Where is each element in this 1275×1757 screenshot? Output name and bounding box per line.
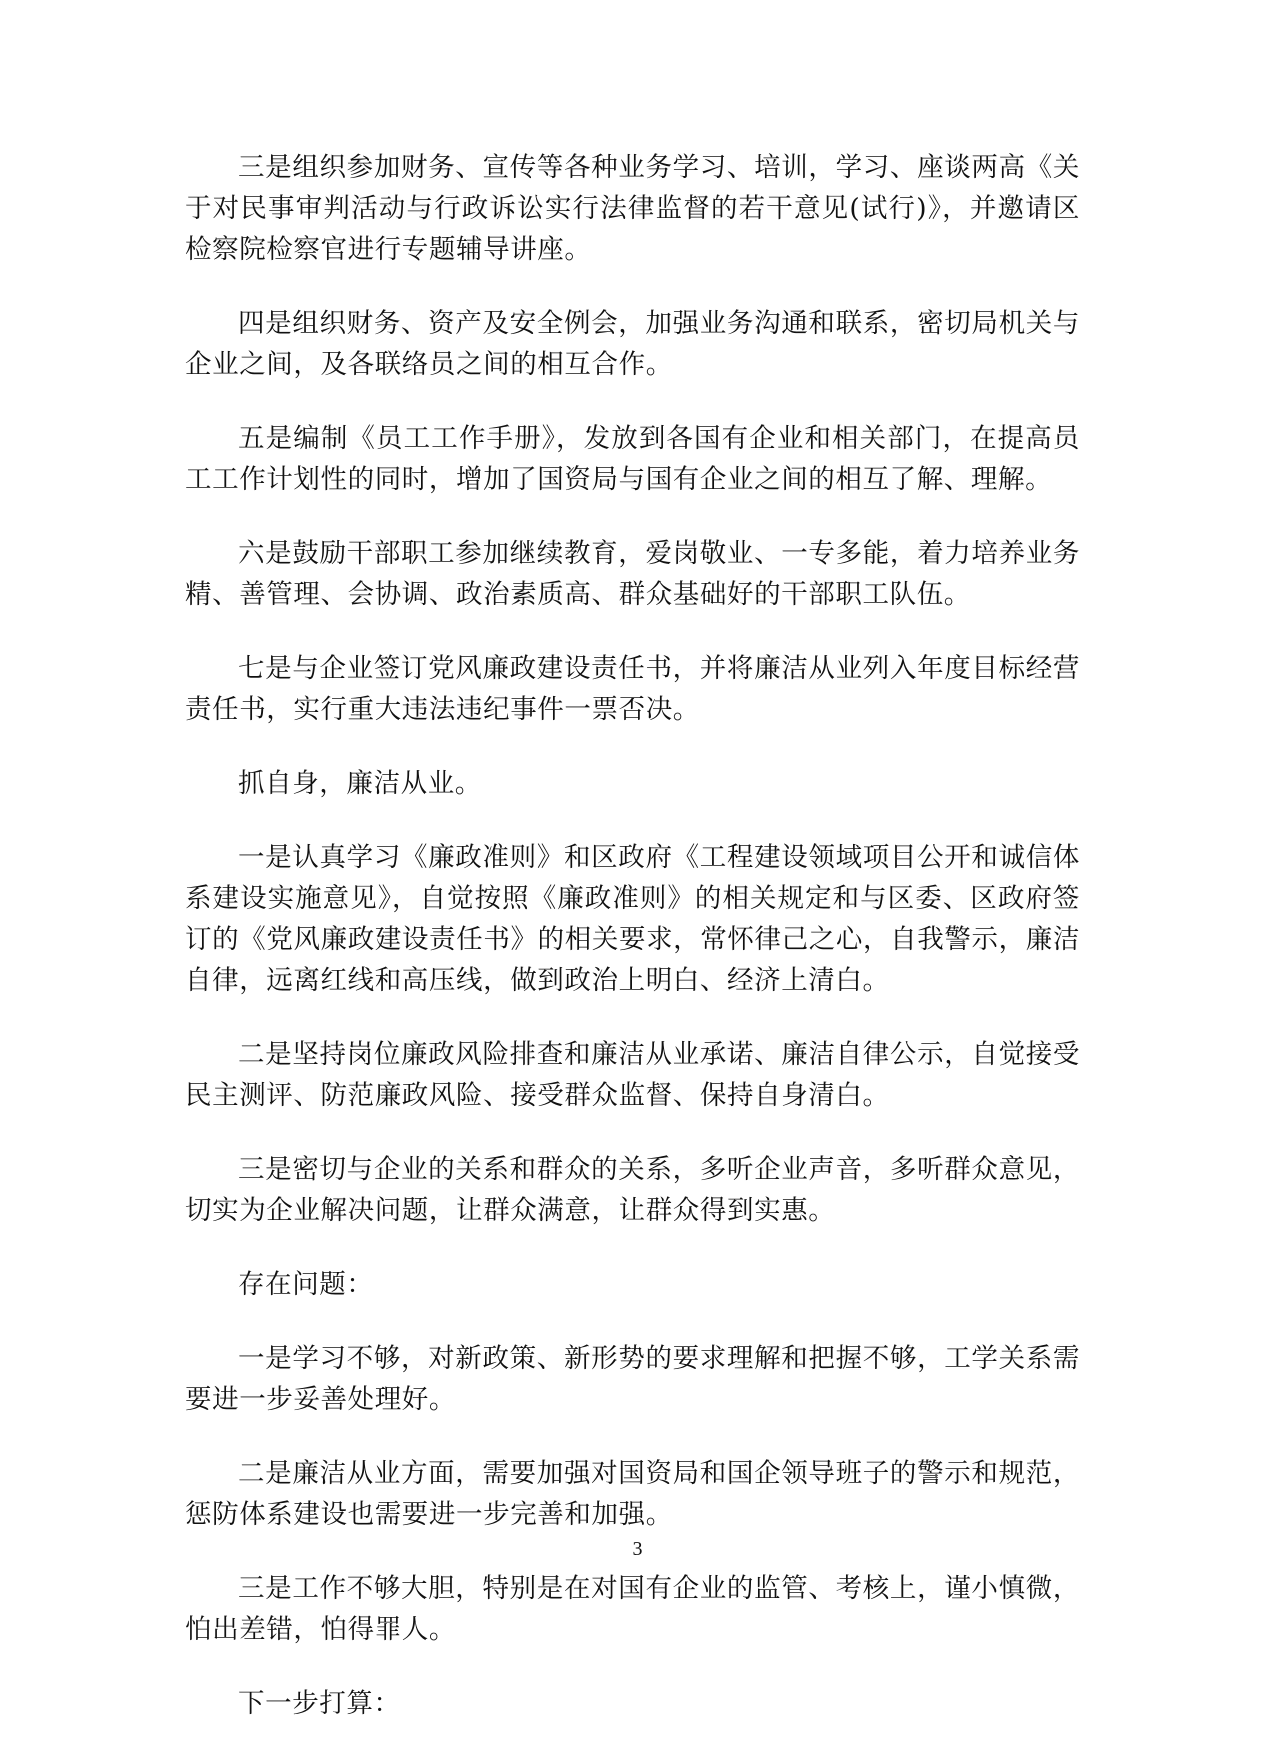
paragraph-meetings: 四是组织财务、资产及安全例会，加强业务沟通和联系，密切局机关与企业之间，及各联络员之间的相互合作。 bbox=[185, 308, 1080, 380]
page-number: 3 bbox=[632, 1538, 643, 1560]
paragraph-relations: 三是密切与企业的关系和群众的关系，多听企业声音，多听群众意见，切实为企业解决问题，让群众满意，让群众得到实惠。 bbox=[185, 1154, 1080, 1226]
paragraph-heading-problems: 存在问题： bbox=[238, 1269, 374, 1300]
document-body bbox=[185, 147, 1080, 1757]
paragraph-heading-integrity: 抓自身，廉洁从业。 bbox=[238, 768, 482, 799]
paragraph-problem-boldness: 三是工作不够大胆，特别是在对国有企业的监管、考核上，谨小慎微，怕出差错，怕得罪人。 bbox=[185, 1573, 1080, 1645]
paragraph-education: 六是鼓励干部职工参加继续教育，爱岗敬业、一专多能，着力培养业务精、善管理、会协调、政治素质高、群众基础好的干部职工队伍。 bbox=[185, 538, 1080, 610]
paragraph-study-training: 三是组织参加财务、宣传等各种业务学习、培训，学习、座谈两高《关于对民事审判活动与行政诉讼实行法律监督的若干意见(试行)》，并邀请区检察院检察官进行专题辅导讲座。 bbox=[185, 152, 1080, 265]
paragraph-risk-check: 二是坚持岗位廉政风险排查和廉洁从业承诺、廉洁自律公示，自觉接受民主测评、防范廉政风险、接受群众监督、保持自身清白。 bbox=[185, 1039, 1080, 1111]
paragraph-heading-next-steps: 下一步打算： bbox=[238, 1688, 401, 1719]
paragraph-handbook: 五是编制《员工工作手册》，发放到各国有企业和相关部门，在提高员工工作计划性的同时，增加了国资局与国有企业之间的相互了解、理解。 bbox=[185, 423, 1080, 495]
paragraph-integrity-study: 一是认真学习《廉政准则》和区政府《工程建设领域项目公开和诚信体系建设实施意见》，自觉按照《廉政准则》的相关规定和与区委、区政府签订的《党风廉政建设责任书》的相关要求，常怀律己之心，自我警示，廉洁自律，远离红线和高压线，做到政治上明白、经济上清白。 bbox=[185, 842, 1080, 996]
paragraph-problem-integrity: 二是廉洁从业方面，需要加强对国资局和国企领导班子的警示和规范，惩防体系建设也需要进一步完善和加强。 bbox=[185, 1458, 1080, 1530]
paragraph-problem-study: 一是学习不够，对新政策、新形势的要求理解和把握不够，工学关系需要进一步妥善处理好。 bbox=[185, 1343, 1080, 1415]
paragraph-responsibility: 七是与企业签订党风廉政建设责任书，并将廉洁从业列入年度目标经营责任书，实行重大违法违纪事件一票否决。 bbox=[185, 653, 1080, 725]
